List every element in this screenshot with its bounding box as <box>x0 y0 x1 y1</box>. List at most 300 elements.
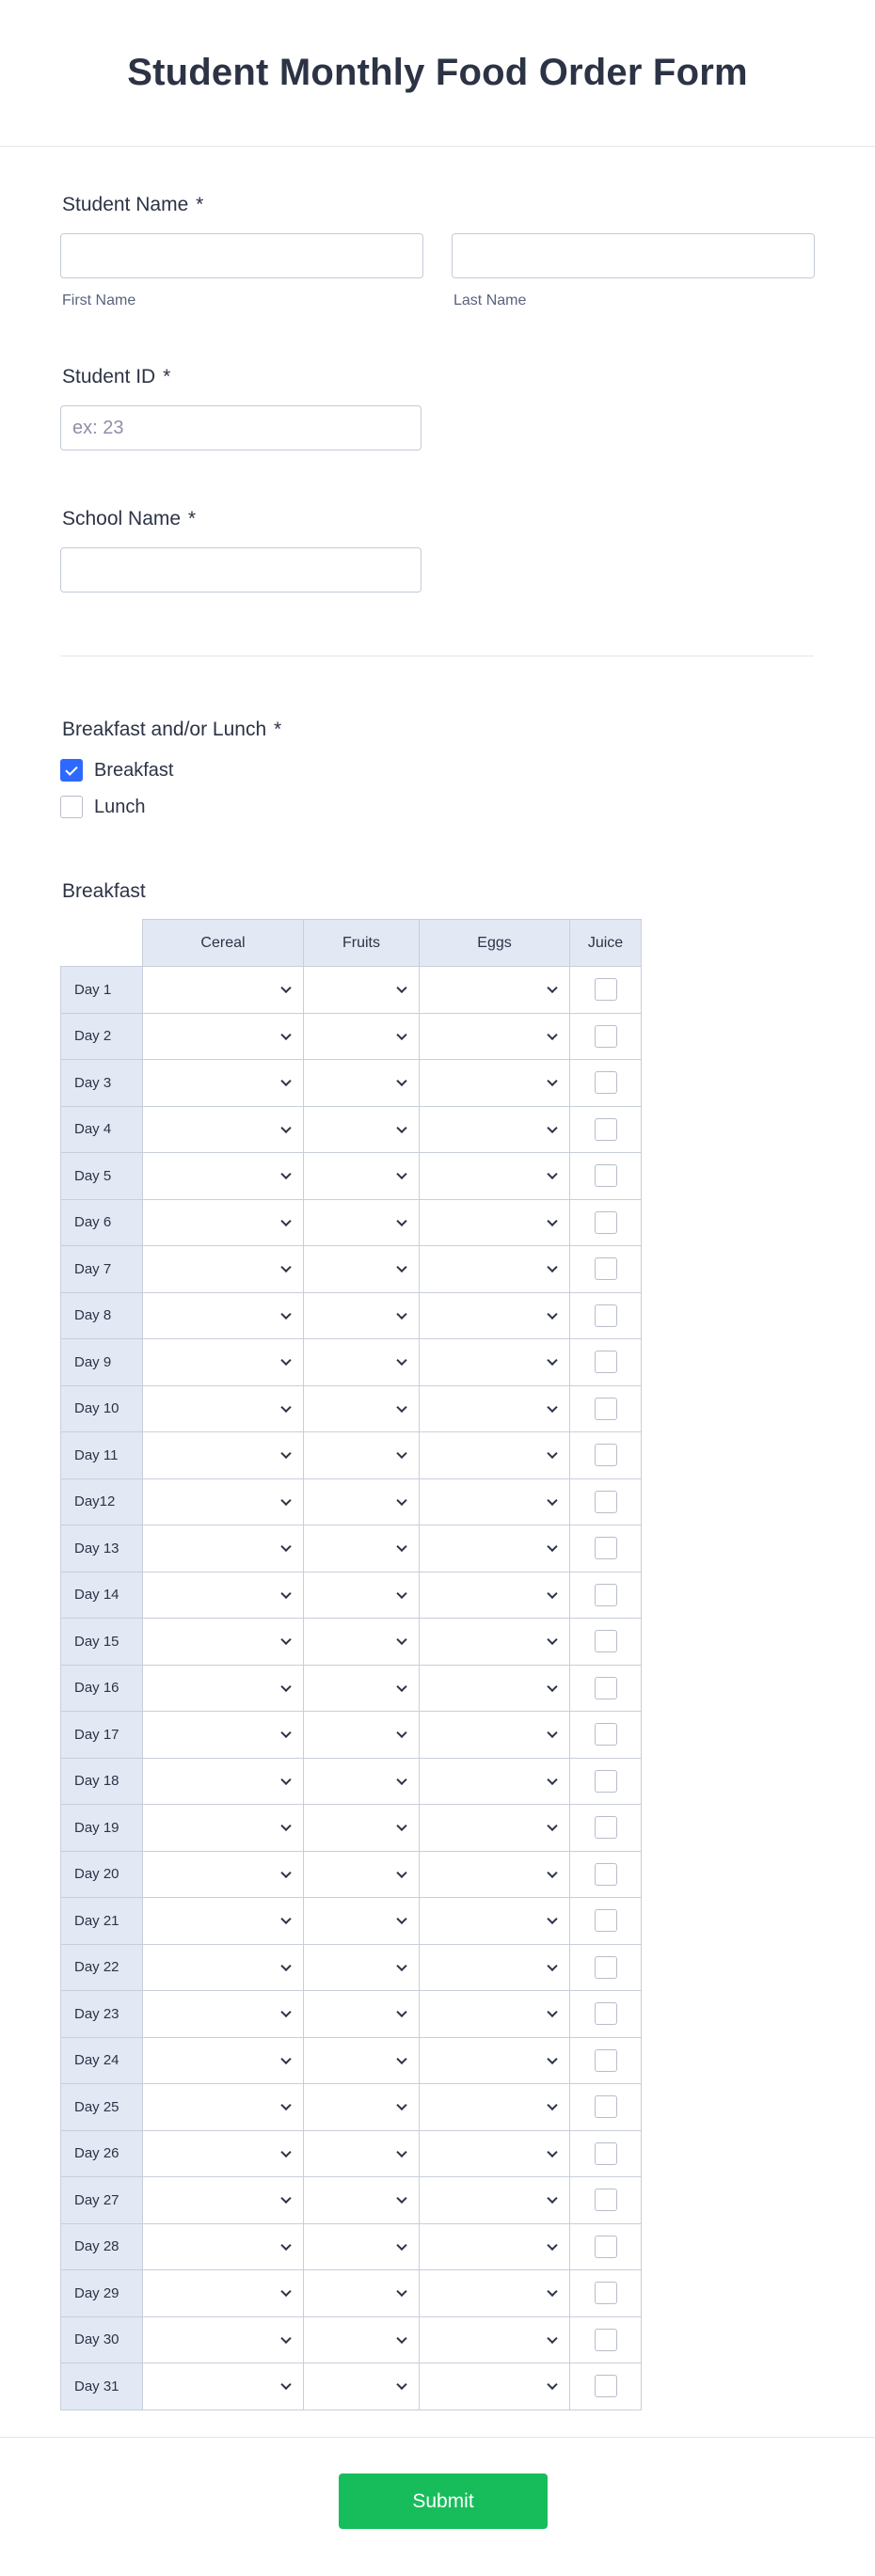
chevron-down-icon <box>396 1914 406 1924</box>
chevron-down-icon <box>396 1541 406 1552</box>
eggs-dropdown[interactable] <box>420 2037 570 2084</box>
cereal-dropdown[interactable] <box>143 2316 304 2363</box>
chevron-down-icon <box>396 983 406 993</box>
fruits-dropdown[interactable] <box>304 2084 420 2131</box>
lunch-checkbox[interactable] <box>60 796 83 818</box>
chevron-down-icon <box>547 2146 557 2157</box>
chevron-down-icon <box>280 1262 291 1272</box>
juice-checkbox[interactable] <box>595 1909 617 1932</box>
table-row <box>61 1712 642 1759</box>
juice-cell <box>570 1898 642 1945</box>
chevron-down-icon <box>396 2193 406 2204</box>
eggs-dropdown[interactable] <box>420 1712 570 1759</box>
chevron-down-icon <box>396 2053 406 2063</box>
juice-cell <box>570 1525 642 1572</box>
juice-cell <box>570 1665 642 1712</box>
chevron-down-icon <box>547 1494 557 1505</box>
row-header-day: Day 25 <box>61 2084 143 2131</box>
eggs-dropdown[interactable] <box>420 1106 570 1153</box>
fruits-dropdown[interactable] <box>304 2270 420 2317</box>
juice-cell <box>570 2037 642 2084</box>
juice-checkbox[interactable] <box>595 2329 617 2351</box>
first-name-input[interactable] <box>60 233 423 278</box>
juice-cell <box>570 1619 642 1666</box>
cereal-dropdown[interactable] <box>143 2084 304 2131</box>
chevron-down-icon <box>396 1122 406 1132</box>
fruits-dropdown[interactable] <box>304 1432 420 1479</box>
cereal-dropdown[interactable] <box>143 1246 304 1293</box>
table-row <box>61 2270 642 2317</box>
lunch-option[interactable] <box>60 796 146 818</box>
table-row <box>61 1805 642 1852</box>
chevron-down-icon <box>547 983 557 993</box>
student-id-input[interactable] <box>60 405 422 450</box>
juice-checkbox[interactable] <box>595 2049 617 2072</box>
juice-checkbox[interactable] <box>595 1304 617 1327</box>
eggs-dropdown[interactable] <box>420 1665 570 1712</box>
fruits-dropdown[interactable] <box>304 1991 420 2038</box>
chevron-down-icon <box>547 2053 557 2063</box>
last-name-input[interactable] <box>452 233 815 278</box>
cereal-dropdown[interactable] <box>143 1572 304 1619</box>
last-name-sublabel: Last Name <box>453 292 527 308</box>
chevron-down-icon <box>396 1076 406 1086</box>
cereal-dropdown[interactable] <box>143 2130 304 2177</box>
fruits-dropdown[interactable] <box>304 1898 420 1945</box>
eggs-dropdown[interactable] <box>420 1199 570 1246</box>
row-header-day: Day 8 <box>61 1292 143 1339</box>
juice-checkbox[interactable] <box>595 1863 617 1886</box>
chevron-down-icon <box>547 2286 557 2297</box>
cereal-dropdown[interactable] <box>143 2037 304 2084</box>
juice-cell <box>570 1339 642 1386</box>
row-header-day: Day 20 <box>61 1851 143 1898</box>
juice-checkbox[interactable] <box>595 2282 617 2304</box>
row-header-day: Day 18 <box>61 1758 143 1805</box>
eggs-dropdown[interactable] <box>420 1525 570 1572</box>
chevron-down-icon <box>547 1681 557 1691</box>
eggs-dropdown[interactable] <box>420 1758 570 1805</box>
eggs-dropdown[interactable] <box>420 1851 570 1898</box>
juice-checkbox[interactable] <box>595 1584 617 1606</box>
row-header-day: Day 13 <box>61 1525 143 1572</box>
juice-checkbox[interactable] <box>595 1257 617 1280</box>
cereal-dropdown[interactable] <box>143 1478 304 1525</box>
eggs-dropdown[interactable] <box>420 2084 570 2131</box>
row-header-day: Day 10 <box>61 1385 143 1432</box>
chevron-down-icon <box>547 1169 557 1179</box>
chevron-down-icon <box>280 1960 291 1970</box>
eggs-dropdown[interactable] <box>420 2363 570 2410</box>
chevron-down-icon <box>396 1308 406 1319</box>
breakfast-matrix-label: Breakfast <box>62 880 146 902</box>
juice-cell <box>570 1991 642 2038</box>
meal-choice-label: Breakfast and/or Lunch * <box>62 719 282 740</box>
student-id-label: Student ID * <box>62 366 171 387</box>
cereal-dropdown[interactable] <box>143 1292 304 1339</box>
chevron-down-icon <box>396 1355 406 1366</box>
chevron-down-icon <box>547 2379 557 2390</box>
table-row <box>61 1199 642 1246</box>
fruits-dropdown[interactable] <box>304 1665 420 1712</box>
fruits-dropdown[interactable] <box>304 2130 420 2177</box>
juice-cell <box>570 1758 642 1805</box>
chevron-down-icon <box>280 2053 291 2063</box>
column-header-fruits: Fruits <box>304 920 420 967</box>
fruits-dropdown[interactable] <box>304 967 420 1014</box>
chevron-down-icon <box>280 1867 291 1877</box>
juice-cell <box>570 1385 642 1432</box>
cereal-dropdown[interactable] <box>143 1432 304 1479</box>
juice-cell <box>570 1805 642 1852</box>
juice-cell <box>570 1851 642 1898</box>
table-row <box>61 1758 642 1805</box>
chevron-down-icon <box>396 1635 406 1645</box>
juice-checkbox[interactable] <box>595 1211 617 1234</box>
eggs-dropdown[interactable] <box>420 1385 570 1432</box>
cereal-dropdown[interactable] <box>143 1665 304 1712</box>
fruits-dropdown[interactable] <box>304 1478 420 1525</box>
row-header-day: Day 23 <box>61 1991 143 2038</box>
juice-cell <box>570 1292 642 1339</box>
juice-checkbox[interactable] <box>595 1677 617 1699</box>
eggs-dropdown[interactable] <box>420 1432 570 1479</box>
chevron-down-icon <box>280 2332 291 2343</box>
school-name-input[interactable] <box>60 547 422 593</box>
table-row <box>61 1572 642 1619</box>
row-header-day: Day 22 <box>61 1944 143 1991</box>
cereal-dropdown[interactable] <box>143 1339 304 1386</box>
row-header-day: Day 19 <box>61 1805 143 1852</box>
juice-checkbox[interactable] <box>595 1398 617 1420</box>
chevron-down-icon <box>396 1169 406 1179</box>
table-row <box>61 1619 642 1666</box>
chevron-down-icon <box>280 1308 291 1319</box>
chevron-down-icon <box>547 2239 557 2250</box>
matrix-body <box>61 967 642 2410</box>
chevron-down-icon <box>547 1867 557 1877</box>
eggs-dropdown[interactable] <box>420 1991 570 2038</box>
fruits-dropdown[interactable] <box>304 2177 420 2224</box>
table-row <box>61 1851 642 1898</box>
chevron-down-icon <box>547 1029 557 1039</box>
juice-cell <box>570 1060 642 1107</box>
juice-cell <box>570 2177 642 2224</box>
fruits-dropdown[interactable] <box>304 1851 420 1898</box>
cereal-dropdown[interactable] <box>143 1153 304 1200</box>
fruits-dropdown[interactable] <box>304 2316 420 2363</box>
chevron-down-icon <box>280 2286 291 2297</box>
juice-checkbox[interactable] <box>595 1723 617 1746</box>
juice-cell <box>570 1013 642 1060</box>
fruits-dropdown[interactable] <box>304 2037 420 2084</box>
eggs-dropdown[interactable] <box>420 2270 570 2317</box>
table-row <box>61 1898 642 1945</box>
chevron-down-icon <box>396 1494 406 1505</box>
fruits-dropdown[interactable] <box>304 1106 420 1153</box>
column-header-eggs: Eggs <box>420 920 570 967</box>
cereal-dropdown[interactable] <box>143 1525 304 1572</box>
chevron-down-icon <box>396 1448 406 1459</box>
juice-cell <box>570 1153 642 1200</box>
cereal-dropdown[interactable] <box>143 1199 304 1246</box>
chevron-down-icon <box>280 2193 291 2204</box>
table-row <box>61 2316 642 2363</box>
fruits-dropdown[interactable] <box>304 1525 420 1572</box>
eggs-dropdown[interactable] <box>420 1805 570 1852</box>
chevron-down-icon <box>396 2332 406 2343</box>
chevron-down-icon <box>547 1262 557 1272</box>
row-header-day: Day 30 <box>61 2316 143 2363</box>
eggs-dropdown[interactable] <box>420 1898 570 1945</box>
table-row <box>61 1665 642 1712</box>
fruits-dropdown[interactable] <box>304 1013 420 1060</box>
eggs-dropdown[interactable] <box>420 1246 570 1293</box>
table-row <box>61 1339 642 1386</box>
eggs-dropdown[interactable] <box>420 1060 570 1107</box>
chevron-down-icon <box>280 1401 291 1412</box>
eggs-dropdown[interactable] <box>420 1619 570 1666</box>
chevron-down-icon <box>280 1029 291 1039</box>
table-row <box>61 1478 642 1525</box>
required-mark: * <box>187 508 197 529</box>
row-header-day: Day 16 <box>61 1665 143 1712</box>
chevron-down-icon <box>280 1821 291 1831</box>
chevron-down-icon <box>396 1774 406 1784</box>
eggs-dropdown[interactable] <box>420 2177 570 2224</box>
chevron-down-icon <box>280 1774 291 1784</box>
cereal-dropdown[interactable] <box>143 1851 304 1898</box>
row-header-day: Day 14 <box>61 1572 143 1619</box>
chevron-down-icon <box>396 2379 406 2390</box>
cereal-dropdown[interactable] <box>143 2223 304 2270</box>
fruits-dropdown[interactable] <box>304 2223 420 2270</box>
table-row <box>61 2177 642 2224</box>
juice-checkbox[interactable] <box>595 2095 617 2118</box>
fruits-dropdown[interactable] <box>304 1758 420 1805</box>
juice-checkbox[interactable] <box>595 1351 617 1373</box>
chevron-down-icon <box>396 2239 406 2250</box>
eggs-dropdown[interactable] <box>420 1339 570 1386</box>
fruits-dropdown[interactable] <box>304 1153 420 1200</box>
cereal-dropdown[interactable] <box>143 967 304 1014</box>
cereal-dropdown[interactable] <box>143 1385 304 1432</box>
eggs-dropdown[interactable] <box>420 1478 570 1525</box>
chevron-down-icon <box>547 1541 557 1552</box>
chevron-down-icon <box>547 1914 557 1924</box>
row-header-day: Day 29 <box>61 2270 143 2317</box>
row-header-day: Day 31 <box>61 2363 143 2410</box>
chevron-down-icon <box>280 2100 291 2110</box>
juice-checkbox[interactable] <box>595 2002 617 2025</box>
form-title: Student Monthly Food Order Form <box>127 52 748 93</box>
juice-cell <box>570 1199 642 1246</box>
juice-checkbox[interactable] <box>595 1816 617 1839</box>
table-row <box>61 1944 642 1991</box>
chevron-down-icon <box>280 1588 291 1598</box>
table-row <box>61 1060 642 1107</box>
juice-checkbox[interactable] <box>595 1630 617 1652</box>
submit-button[interactable]: Submit <box>339 2473 548 2529</box>
table-row <box>61 2363 642 2410</box>
chevron-down-icon <box>396 1960 406 1970</box>
chevron-down-icon <box>547 1774 557 1784</box>
juice-checkbox[interactable] <box>595 1071 617 1094</box>
cereal-dropdown[interactable] <box>143 1013 304 1060</box>
juice-checkbox[interactable] <box>595 1025 617 1048</box>
chevron-down-icon <box>280 1215 291 1225</box>
cereal-dropdown[interactable] <box>143 1758 304 1805</box>
chevron-down-icon <box>280 1448 291 1459</box>
chevron-down-icon <box>396 2100 406 2110</box>
juice-checkbox[interactable] <box>595 978 617 1001</box>
chevron-down-icon <box>547 2193 557 2204</box>
chevron-down-icon <box>280 1914 291 1924</box>
juice-checkbox[interactable] <box>595 1118 617 1141</box>
row-header-day: Day 2 <box>61 1013 143 1060</box>
fruits-dropdown[interactable] <box>304 1060 420 1107</box>
juice-checkbox[interactable] <box>595 1444 617 1466</box>
chevron-down-icon <box>396 1867 406 1877</box>
chevron-down-icon <box>280 1169 291 1179</box>
table-row <box>61 1013 642 1060</box>
chevron-down-icon <box>547 2100 557 2110</box>
chevron-down-icon <box>396 2146 406 2157</box>
row-header-day: Day 11 <box>61 1432 143 1479</box>
lunch-option-label: Lunch <box>94 796 146 817</box>
cereal-dropdown[interactable] <box>143 1712 304 1759</box>
table-row <box>61 1153 642 1200</box>
juice-cell <box>570 1432 642 1479</box>
chevron-down-icon <box>547 1448 557 1459</box>
fruits-dropdown[interactable] <box>304 1199 420 1246</box>
chevron-down-icon <box>280 1494 291 1505</box>
juice-checkbox[interactable] <box>595 2189 617 2211</box>
juice-cell <box>570 2084 642 2131</box>
row-header-day: Day 28 <box>61 2223 143 2270</box>
juice-checkbox[interactable] <box>595 2375 617 2397</box>
row-header-day: Day 24 <box>61 2037 143 2084</box>
juice-cell <box>570 1944 642 1991</box>
eggs-dropdown[interactable] <box>420 1292 570 1339</box>
chevron-down-icon <box>396 1029 406 1039</box>
matrix-corner <box>61 920 143 967</box>
chevron-down-icon <box>547 1076 557 1086</box>
chevron-down-icon <box>280 1681 291 1691</box>
chevron-down-icon <box>396 1681 406 1691</box>
chevron-down-icon <box>280 1541 291 1552</box>
chevron-down-icon <box>280 2007 291 2017</box>
form-header <box>0 0 875 147</box>
row-header-day: Day 4 <box>61 1106 143 1153</box>
table-row <box>61 2223 642 2270</box>
chevron-down-icon <box>547 2332 557 2343</box>
juice-checkbox[interactable] <box>595 1164 617 1187</box>
eggs-dropdown[interactable] <box>420 1944 570 1991</box>
fruits-dropdown[interactable] <box>304 1712 420 1759</box>
cereal-dropdown[interactable] <box>143 2363 304 2410</box>
juice-cell <box>570 1712 642 1759</box>
juice-checkbox[interactable] <box>595 2142 617 2165</box>
eggs-dropdown[interactable] <box>420 2130 570 2177</box>
juice-cell <box>570 2363 642 2410</box>
cereal-dropdown[interactable] <box>143 1805 304 1852</box>
juice-cell <box>570 1572 642 1619</box>
chevron-down-icon <box>396 1588 406 1598</box>
eggs-dropdown[interactable] <box>420 2316 570 2363</box>
juice-checkbox[interactable] <box>595 1956 617 1979</box>
juice-cell <box>570 2316 642 2363</box>
eggs-dropdown[interactable] <box>420 2223 570 2270</box>
juice-checkbox[interactable] <box>595 1770 617 1793</box>
chevron-down-icon <box>547 1635 557 1645</box>
required-mark: * <box>163 366 171 387</box>
chevron-down-icon <box>396 2007 406 2017</box>
chevron-down-icon <box>547 1588 557 1598</box>
chevron-down-icon <box>547 2007 557 2017</box>
row-header-day: Day12 <box>61 1478 143 1525</box>
chevron-down-icon <box>396 1401 406 1412</box>
cereal-dropdown[interactable] <box>143 1991 304 2038</box>
eggs-dropdown[interactable] <box>420 1013 570 1060</box>
column-header-juice: Juice <box>570 920 642 967</box>
cereal-dropdown[interactable] <box>143 1106 304 1153</box>
eggs-dropdown[interactable] <box>420 1572 570 1619</box>
fruits-dropdown[interactable] <box>304 1246 420 1293</box>
breakfast-checkbox[interactable] <box>60 759 83 782</box>
chevron-down-icon <box>280 1122 291 1132</box>
juice-checkbox[interactable] <box>595 1537 617 1559</box>
table-row <box>61 1432 642 1479</box>
cereal-dropdown[interactable] <box>143 1944 304 1991</box>
row-header-day: Day 9 <box>61 1339 143 1386</box>
cereal-dropdown[interactable] <box>143 1898 304 1945</box>
juice-cell <box>570 2223 642 2270</box>
chevron-down-icon <box>396 1821 406 1831</box>
chevron-down-icon <box>280 1355 291 1366</box>
fruits-dropdown[interactable] <box>304 1292 420 1339</box>
cereal-dropdown[interactable] <box>143 2177 304 2224</box>
row-header-day: Day 7 <box>61 1246 143 1293</box>
juice-checkbox[interactable] <box>595 1491 617 1513</box>
fruits-dropdown[interactable] <box>304 1572 420 1619</box>
chevron-down-icon <box>547 1401 557 1412</box>
cereal-dropdown[interactable] <box>143 2270 304 2317</box>
fruits-dropdown[interactable] <box>304 1385 420 1432</box>
table-row <box>61 1385 642 1432</box>
eggs-dropdown[interactable] <box>420 1153 570 1200</box>
chevron-down-icon <box>396 1215 406 1225</box>
juice-cell <box>570 1106 642 1153</box>
fruits-dropdown[interactable] <box>304 1805 420 1852</box>
row-header-day: Day 1 <box>61 967 143 1014</box>
fruits-dropdown[interactable] <box>304 2363 420 2410</box>
fruits-dropdown[interactable] <box>304 1944 420 1991</box>
chevron-down-icon <box>547 1122 557 1132</box>
chevron-down-icon <box>396 1728 406 1738</box>
breakfast-option[interactable] <box>60 759 173 782</box>
eggs-dropdown[interactable] <box>420 967 570 1014</box>
cereal-dropdown[interactable] <box>143 1060 304 1107</box>
juice-checkbox[interactable] <box>595 2236 617 2258</box>
fruits-dropdown[interactable] <box>304 1619 420 1666</box>
chevron-down-icon <box>280 2146 291 2157</box>
school-name-label: School Name * <box>62 508 197 529</box>
breakfast-option-label: Breakfast <box>94 759 174 781</box>
cereal-dropdown[interactable] <box>143 1619 304 1666</box>
fruits-dropdown[interactable] <box>304 1339 420 1386</box>
row-header-day: Day 5 <box>61 1153 143 1200</box>
